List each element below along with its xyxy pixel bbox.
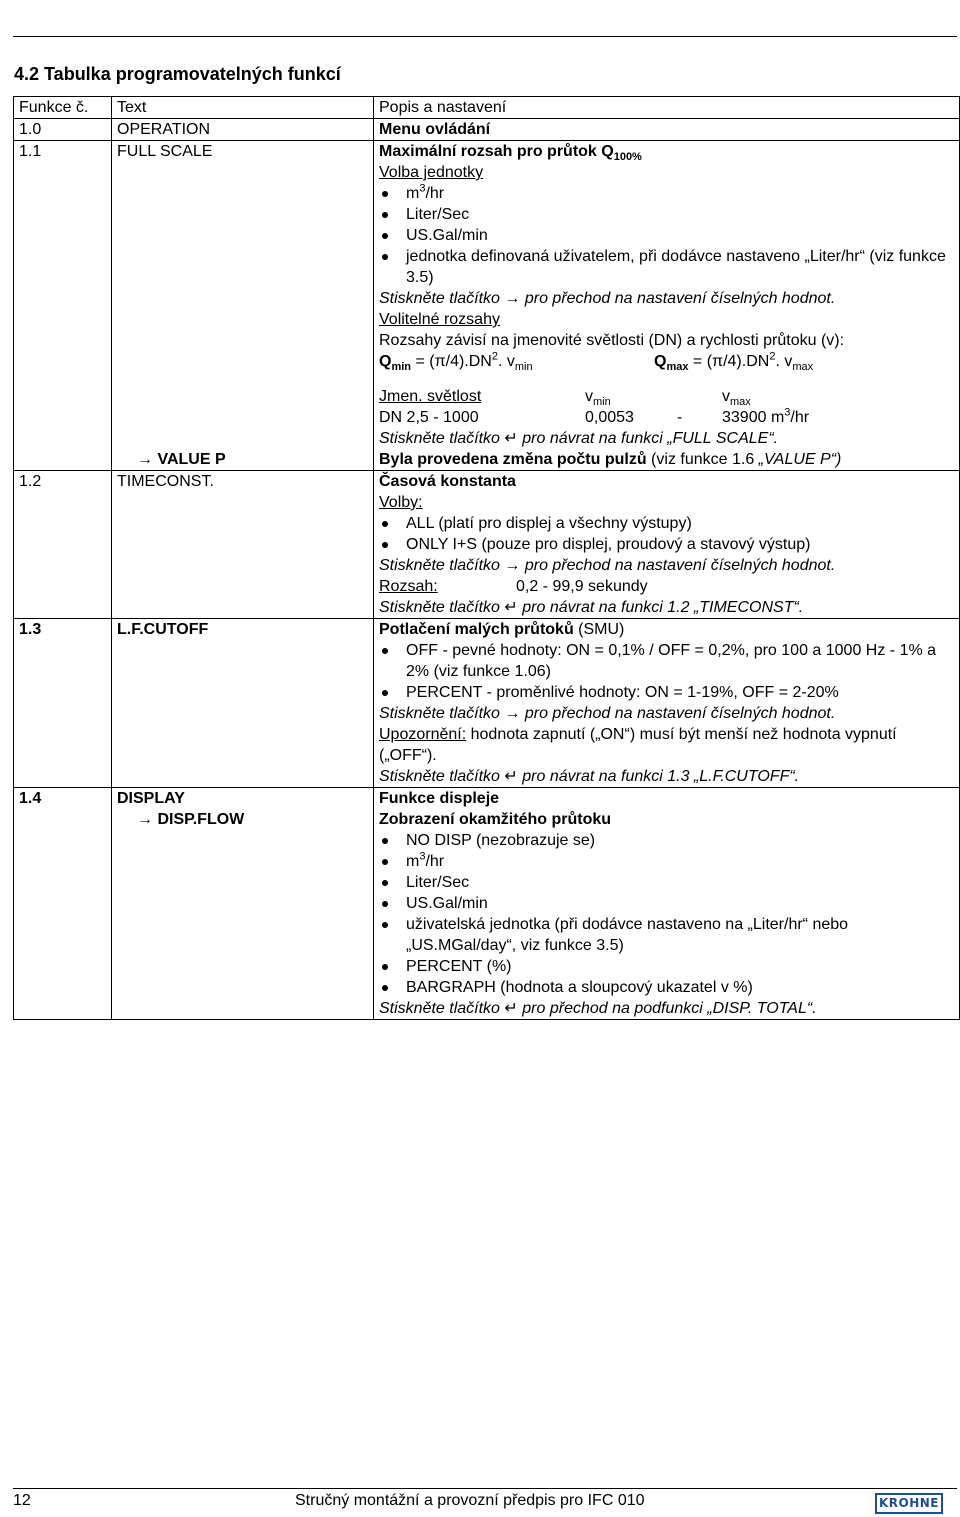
options-label: Volby: [379,494,423,511]
function-text: → VALUE P [112,449,374,471]
instruction-text: Stiskněte tlačítko ↵ pro přechod na podfunkci „DISP. TOTAL“. [379,1000,817,1017]
list-item: OFF - pevné hodnoty: ON = 0,1% / OFF = 0,2%, pro 100 a 1000 Hz - 1% a 2% (viz funkce 1.06) [379,640,955,682]
arrow-right-icon: → [504,557,521,574]
page-footer [13,1492,959,1514]
col-vmax-label: $v_{max}$ [722,388,751,409]
col-header-number: Funkce č. [14,97,112,119]
function-description [374,471,960,619]
function-text: L.F.CUTOFF [112,619,374,788]
top-rule [13,36,957,37]
arrow-right-icon: → [137,451,153,468]
function-table [13,96,960,1020]
list-item: ONLY I+S (pouze pro displej, proudový a stavový výstup) [379,534,955,555]
function-description: Funkce displeje [374,788,960,810]
list-item: jednotka definovaná uživatelem, při dodávce nastaveno „Liter/hr“ (viz funkce 3.5) [379,246,955,288]
function-text: OPERATION [112,119,374,141]
col-vmin-label: $v_{min}$ [585,388,611,409]
footer-title: Stručný montážní a provozní předpis pro IFC 010 [295,1492,645,1509]
page-number: 12 [13,1492,31,1509]
function-text: TIMECONST. [112,471,374,619]
range-label: Rozsah: [379,578,438,595]
function-number: 1.1 [14,141,112,450]
list-item: BARGRAPH (hodnota a sloupcový ukazatel v %) [379,977,955,998]
table-header [14,97,960,119]
return-instruction: Stiskněte tlačítko ↵ pro návrat na funkci 1.3 „L.F.CUTOFF“. [379,768,800,785]
function-description [374,141,960,450]
return-instruction: Stiskněte tlačítko ↵ pro návrat na funkci 1.2 „TIMECONST“. [379,599,804,616]
col-dn-label: Jmen. světlost [379,388,482,405]
qmax-formula: $Q_{max} = (\pi/4).DN^2$. $v_{max}$ [654,350,814,374]
units-label: Volba jednotky [379,164,484,181]
range-row [379,576,955,597]
options-list [379,830,955,998]
table-row-1-1 [14,141,960,450]
return-instruction: Stiskněte tlačítko ↵ pro návrat na funkci „FULL SCALE“. [379,430,779,447]
col-header-text: Text [112,97,374,119]
function-title: Potlačení malých průtoků (SMU) [379,621,625,638]
function-text: DISPLAY [112,788,374,810]
section-heading: 4.2 Tabulka programovatelných funkcí [14,64,341,84]
range-table-row [379,407,955,428]
warning-text: Upozornění: hodnota zapnutí („ON“) musí být menší než hodnota vypnutí („OFF“). [379,726,897,764]
function-title: Maximální rozsah pro průtok $Q_{100\%}$ [379,143,642,164]
table-row-1-2 [14,471,960,619]
enter-key-icon: ↵ [504,768,518,785]
list-item: US.Gal/min [379,893,955,914]
function-title: Zobrazení okamžitého průtoku [379,811,612,828]
list-item: PERCENT - proměnlivé hodnoty: ON = 1-19%, OFF = 2-20% [379,682,955,703]
list-item: PERCENT (%) [379,956,955,977]
enter-key-icon: ↵ [504,599,518,616]
range-dash: - [677,409,683,426]
table-row-value-p [14,449,960,471]
range-dependency-text: Rozsahy závisí na jmenovité světlosti (DN) a rychlosti průtoku (v): [379,332,845,349]
function-number: 1.2 [14,471,112,619]
options-list [379,640,955,703]
krohne-logo: KROHNE [875,1493,943,1514]
arrow-right-icon: → [504,290,521,307]
enter-key-icon: ↵ [504,430,518,447]
table-row-1-4 [14,788,960,810]
list-item: US.Gal/min [379,225,955,246]
enter-key-icon: ↵ [504,1000,518,1017]
range-table-header [379,386,955,407]
function-description [374,809,960,1020]
optional-ranges-label: Volitelné rozsahy [379,311,500,328]
list-item: $m^3/hr$ [379,183,955,204]
function-description: Byla provedena změna počtu pulzů (viz funkce 1.6 „VALUE P“) [374,449,960,471]
table-row-1-0 [14,119,960,141]
list-item: ALL (platí pro displej a všechny výstupy) [379,513,955,534]
function-text: FULL SCALE [112,141,374,450]
function-number: 1.4 [14,788,112,810]
list-item: Liter/Sec [379,872,955,893]
units-list [379,183,955,288]
instruction-text: Stiskněte tlačítko → pro přechod na nastavení číselných hodnot. [379,290,836,307]
col-header-description: Popis a nastavení [374,97,960,119]
arrow-right-icon: → [137,811,153,828]
list-item: NO DISP (nezobrazuje se) [379,830,955,851]
function-number: 1.0 [14,119,112,141]
formula-row [379,351,955,372]
arrow-right-icon: → [504,705,521,722]
function-number: 1.3 [14,619,112,788]
table-row-disp-flow [14,809,960,1020]
dn-range-value: DN 2,5 - 1000 [379,409,479,426]
function-description [374,619,960,788]
footer-rule [13,1488,957,1489]
list-item: uživatelská jednotka (při dodávce nastaveno na „Liter/hr“ nebo „US.MGal/day“, viz funkce 3.5) [379,914,955,956]
options-list [379,513,955,555]
instruction-text: Stiskněte tlačítko → pro přechod na nastavení číselných hodnot. [379,557,836,574]
function-description: Menu ovládání [374,119,960,141]
instruction-text: Stiskněte tlačítko → pro přechod na nastavení číselných hodnot. [379,705,836,722]
range-value: 0,2 - 99,9 sekundy [516,578,648,595]
list-item: $m^3/hr$ [379,851,955,872]
vmin-value: 0,0053 [585,409,634,426]
vmax-value: 33900 $m^3/hr$ [722,406,810,426]
table-row-1-3 [14,619,960,788]
qmin-formula: $Q_{min} = (\pi/4).DN^2$. $v_{min}$ [379,350,533,374]
function-text: → DISP.FLOW [112,809,374,1020]
function-title: Časová konstanta [379,473,516,490]
list-item: Liter/Sec [379,204,955,225]
